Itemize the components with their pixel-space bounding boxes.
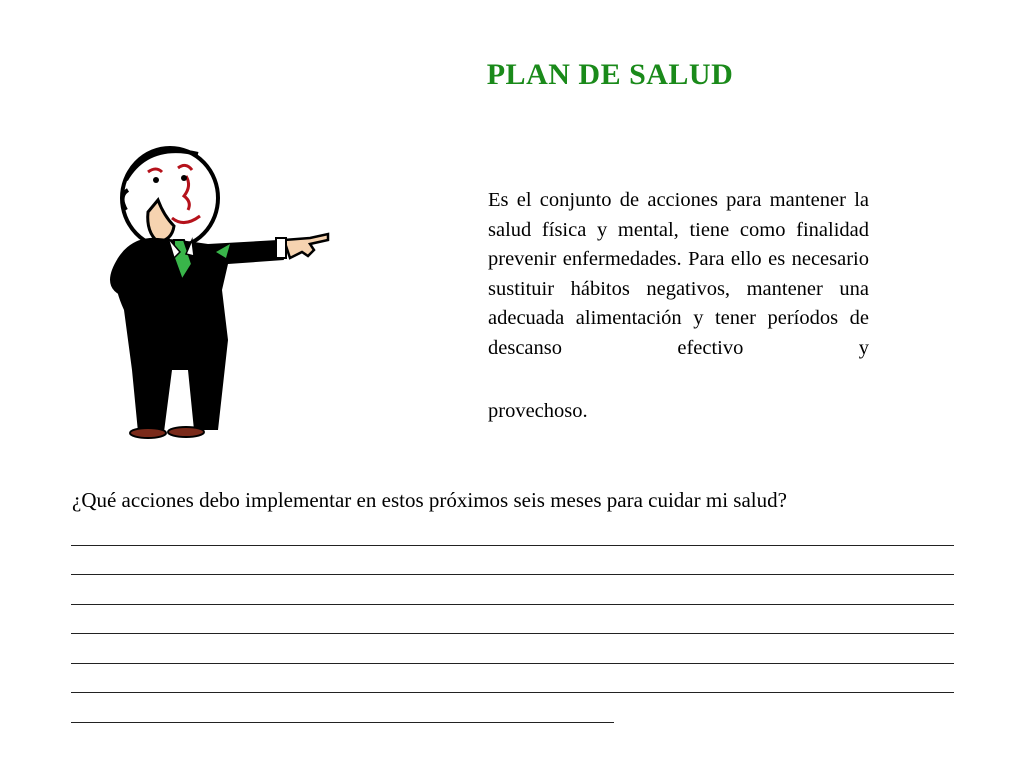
- answer-lines: [71, 516, 954, 723]
- answer-line: [71, 546, 954, 576]
- pointing-hand: [284, 234, 328, 258]
- pointing-man-illustration: [88, 140, 338, 440]
- answer-line: [71, 516, 954, 546]
- eye-left: [153, 177, 159, 183]
- eye-right: [181, 175, 187, 181]
- answer-line: [71, 575, 954, 605]
- shoe-left: [130, 428, 166, 438]
- answer-line: [71, 605, 954, 635]
- answer-line: [71, 634, 954, 664]
- pointing-man-drawing: [88, 140, 338, 440]
- shoe-right: [168, 427, 204, 437]
- definition-paragraph: Es el conjunto de acciones para mantener la salud física y mental, tiene como finalidad prevenir enfermedades. Para ello es necesario sustituir hábitos negativos, mantener una adecuada alimentación y tener períodos de descanso efectivo y: [488, 189, 869, 359]
- answer-line: [71, 664, 954, 694]
- answer-line-short: [71, 693, 614, 723]
- shirt-cuff: [276, 238, 286, 258]
- page-title: [0, 58, 1024, 92]
- definition-tail: provechoso.: [488, 400, 588, 422]
- page-title-text: PLAN DE SALUD: [486, 58, 734, 91]
- question-text: ¿Qué acciones debo implementar en estos próximos seis meses para cuidar mi salud?: [72, 488, 787, 512]
